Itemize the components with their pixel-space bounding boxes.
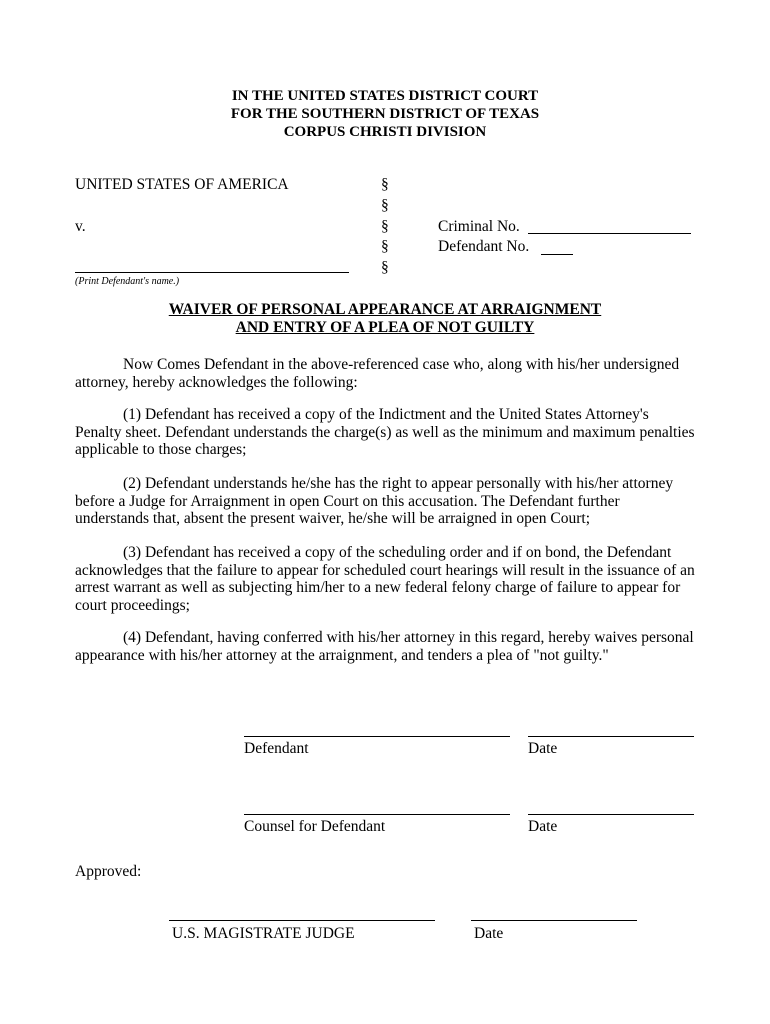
defendant-no-field[interactable] [541,254,573,255]
judge-date-label: Date [474,925,504,942]
intro-text: Now Comes Defendant in the above-referenced case who, along with his/her undersigned attorney, hereby acknowledges the following: [75,356,680,391]
defendant-label: Defendant [244,740,309,757]
defendant-name-line[interactable] [75,272,349,273]
section-symbol: § [381,259,389,276]
paragraph-4 [75,629,695,664]
judge-date-line[interactable] [471,920,637,921]
counsel-label: Counsel for Defendant [244,818,386,835]
counsel-date-line[interactable] [528,814,694,815]
criminal-no-label: Criminal No. [438,218,520,235]
intro-paragraph [75,356,695,391]
waiver-title-line-1: WAIVER OF PERSONAL APPEARANCE AT ARRAIGNMENT [168,301,602,318]
defendant-date-label: Date [528,740,558,757]
section-symbol: § [381,176,389,193]
paragraph-2-text: (2) Defendant understands he/she has the right to appear personally with his/her attorney before a Judge for Arraignment in open Court on this accusation. The Defendant further understands that, absent the present waiver, he/she will be arraigned in open Court; [75,475,674,527]
criminal-no-field[interactable] [528,233,691,234]
division-line: CORPUS CHRISTI DIVISION [283,124,487,140]
judge-signature-line[interactable] [169,920,435,921]
versus-label: v. [75,218,86,235]
paragraph-3-text: (3) Defendant has received a copy of the scheduling order and if on bond, the Defendant acknowledges that the failure to appear for scheduled court hearings will result in the issuance of an arrest warrant as well as subjecting him/her to a new federal felony charge of failure to appear for court proceedings; [75,544,695,614]
court-name-line: IN THE UNITED STATES DISTRICT COURT [231,88,539,104]
paragraph-2 [75,475,695,528]
counsel-signature-line[interactable] [244,814,510,815]
defendant-no-label: Defendant No. [438,238,530,255]
judge-label: U.S. MAGISTRATE JUDGE [172,925,355,942]
paragraph-4-text: (4) Defendant, having conferred with his/her attorney in this regard, hereby waives personal appearance with his/her attorney at the arraignment, and tenders a plea of "not guilty." [75,629,694,664]
defendant-name-hint: (Print Defendant's name.) [75,276,180,287]
court-heading [0,87,770,141]
paragraph-3 [75,544,695,614]
defendant-date-line[interactable] [528,736,694,737]
waiver-title-line-2: AND ENTRY OF A PLEA OF NOT GUILTY [235,319,535,336]
section-symbol: § [381,197,389,214]
section-symbol: § [381,218,389,235]
section-symbol: § [381,238,389,255]
paragraph-1 [75,406,695,459]
district-line: FOR THE SOUTHERN DISTRICT OF TEXAS [230,106,540,122]
defendant-signature-line[interactable] [244,736,510,737]
approved-label: Approved: [75,863,142,880]
paragraph-1-text: (1) Defendant has received a copy of the Indictment and the United States Attorney's Penalty sheet. Defendant understands the charge(s) as well as the minimum and maximum penalties applicable to those charges; [75,406,695,458]
counsel-date-label: Date [528,818,558,835]
plaintiff-name: UNITED STATES OF AMERICA [75,176,289,193]
